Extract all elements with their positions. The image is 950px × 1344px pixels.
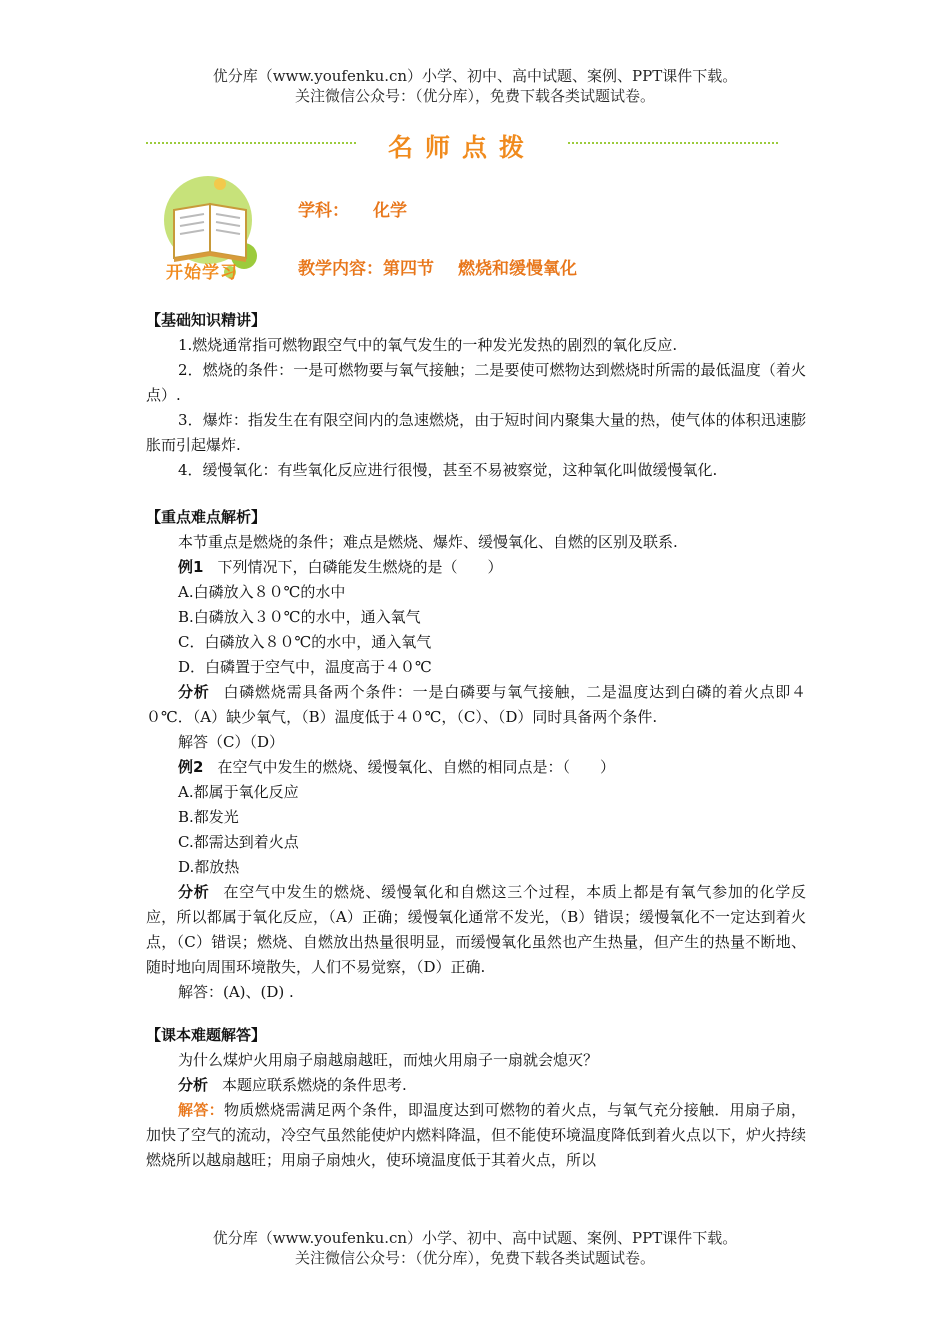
example-2-option: D.都放热 — [178, 858, 240, 876]
subject-label: 学科： — [298, 201, 349, 221]
basics-item: 2．燃烧的条件：一是可燃物要与氧气接触；二是要使可燃物达到燃烧时所需的最低温度（着火点）. — [146, 361, 806, 404]
textbook-question: 为什么煤炉火用扇子扇越扇越旺，而烛火用扇子一扇就会熄灭？ — [178, 1051, 599, 1069]
content-label: 教学内容：第四节 — [298, 259, 434, 279]
basics-item: 3．爆炸：指发生在有限空间内的急速燃烧，由于短时间内聚集大量的热，使气体的体积迅速膨胀而引起爆炸. — [146, 411, 806, 454]
example-2-analysis: 分析 在空气中发生的燃烧、缓慢氧化和自燃这三个过程，本质上都是有氧气参加的化学反应，所以都属于氧化反应，（A）正确；缓慢氧化通常不发光，（B）错误；缓慢氧化不一定达到着火点，（C）错误；燃烧、自燃放出热量很明显，而缓慢氧化虽然也产生热量，但产生的热量不断地、随时地向周围环境散失，人们不易觉察，（D）正确. — [146, 883, 806, 976]
content-value: 燃烧和缓慢氧化 — [458, 259, 577, 279]
document-body — [146, 308, 806, 1173]
subject-line — [298, 196, 407, 221]
example-1-question: 例1 下列情况下，白磷能发生燃烧的是（ ） — [178, 558, 503, 576]
section-heading-key-points: 【重点难点解析】 — [146, 508, 267, 526]
example-1-analysis: 分析 白磷燃烧需具备两个条件：一是白磷要与氧气接触，二是温度达到白磷的着火点即４０℃．（A）缺少氧气，（B）温度低于４０℃，（C）、（D）同时具备两个条件. — [146, 683, 806, 726]
example-1-label: 例1 — [178, 558, 204, 576]
textbook-analysis: 分析 本题应联系燃烧的条件思考. — [178, 1076, 407, 1094]
example-1-option: A.白磷放入８０℃的水中 — [178, 583, 346, 601]
banner-divider-left — [146, 142, 356, 144]
basics-item: 1.燃烧通常指可燃物跟空气中的氧气发生的一种发光发热的剧烈的氧化反应. — [178, 336, 678, 354]
logo-caption: 开始学习 — [166, 263, 238, 283]
basics-item: 4．缓慢氧化：有些氧化反应进行很慢，甚至不易被察觉，这种氧化叫做缓慢氧化. — [178, 461, 718, 479]
example-2-question: 例2 在空气中发生的燃烧、缓慢氧化、自燃的相同点是：（ ） — [178, 758, 615, 776]
header-line-1: 优分库（www.youfenku.cn）小学、初中、高中试题、案例、PPT课件下载。 — [212, 67, 738, 85]
banner-divider-right — [568, 142, 778, 144]
example-2-option: B.都发光 — [178, 808, 239, 826]
example-1-answer: 解答（C）（D） — [178, 733, 285, 751]
textbook-answer: 解答：物质燃烧需满足两个条件，即温度达到可燃物的着火点，与氧气充分接触．用扇子扇，加快了空气的流动，冷空气虽然能使炉内燃料降温，但不能使环境温度降低到着火点以下，炉火持续燃烧所以越扇越旺；用扇子扇烛火，使环境温度低于其着火点，所以 — [146, 1101, 807, 1169]
banner-title: 名师点拨 — [387, 133, 536, 162]
example-1-option: C．白磷放入８０℃的水中，通入氧气 — [178, 633, 432, 651]
example-2-label: 例2 — [178, 758, 204, 776]
header-line-2: 关注微信公众号：（优分库），免费下载各类试题试卷。 — [294, 87, 655, 105]
example-2-option: A.都属于氧化反应 — [178, 783, 299, 801]
subject-value: 化学 — [373, 201, 407, 221]
page-header — [0, 66, 950, 106]
teaching-content-line — [298, 254, 577, 279]
example-2-option: C.都需达到着火点 — [178, 833, 299, 851]
footer-line-2: 关注微信公众号：（优分库），免费下载各类试题试卷。 — [294, 1249, 655, 1267]
section-heading-textbook: 【课本难题解答】 — [146, 1026, 267, 1044]
title-banner — [146, 128, 778, 162]
example-2-answer: 解答：(A)、(D) . — [178, 983, 294, 1001]
example-1-option: B.白磷放入３０℃的水中，通入氧气 — [178, 608, 421, 626]
page-footer — [0, 1228, 950, 1268]
key-points-intro: 本节重点是燃烧的条件；难点是燃烧、爆炸、缓慢氧化、自燃的区别及联系. — [178, 533, 678, 551]
section-heading-basics: 【基础知识精讲】 — [146, 311, 267, 329]
example-1-option: D．白磷置于空气中，温度高于４０℃ — [178, 658, 432, 676]
footer-line-1: 优分库（www.youfenku.cn）小学、初中、高中试题、案例、PPT课件下载。 — [212, 1229, 738, 1247]
